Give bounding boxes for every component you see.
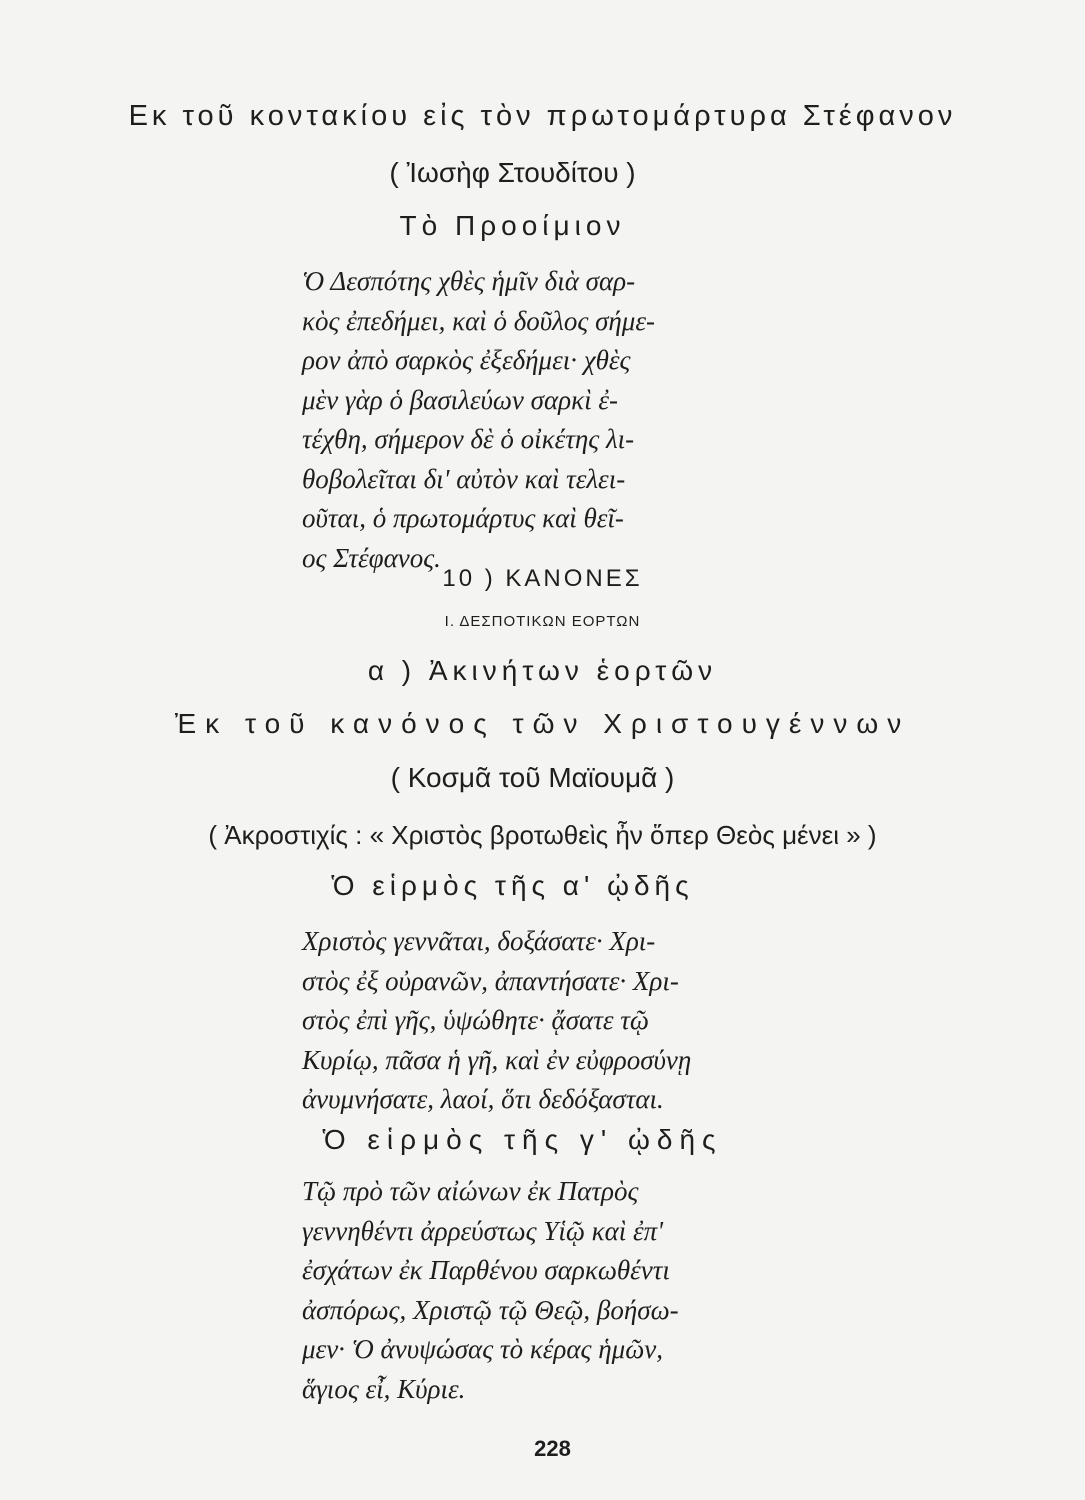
irmos-g-title: Ὁ εἱρμὸς τῆς γ' ᾠδῆς [322, 1124, 723, 1155]
prooimion-line: τέχθη, σήμερον δὲ ὁ οἰκέτης λι- [302, 424, 635, 454]
acrostic: ( Ἀκροστιχίς : « Χριστὸς βροτωθεὶς ἦν ὅπερ Θεὸς μένει » ) [208, 820, 877, 850]
subtitle-author: ( Ἰωσὴφ Στουδίτου ) [389, 157, 636, 188]
irmos-a-line: ἀνυμνήσατε, λαοί, ὅτι δεδόξασται. [302, 1084, 664, 1114]
prooimion-line: Ὁ Δεσπότης χθὲς ἡμῖν διὰ σαρ- [302, 266, 636, 296]
prooimion-text [302, 262, 655, 578]
irmos-a-line: στὸς ἐπὶ γῆς, ὑψώθητε· ᾄσατε τῷ [302, 1005, 649, 1035]
irmos-g-line: ἀσπόρως, Χριστῷ τῷ Θεῷ, βοήσω- [302, 1294, 679, 1325]
irmos-a-title: Ὁ εἱρμὸς τῆς α' ᾠδῆς [331, 870, 694, 901]
section-prooimion: Τὸ Προοίμιον [399, 210, 626, 241]
irmos-a-line: Χριστὸς γεννᾶται, δοξάσατε· Χρι- [302, 926, 656, 956]
canon-author: ( Κοσμᾶ τοῦ Μαϊουμᾶ ) [390, 762, 675, 793]
title: Εκ τοῦ κοντακίου εἰς τὸν πρωτομάρτυρα Στέφανον [128, 100, 957, 132]
canon-title: Ἐκ τοῦ κανόνος τῶν Χριστουγέννων [174, 708, 911, 739]
page-number: 228 [534, 1436, 571, 1461]
prooimion-line: ος Στέφανος. [302, 542, 441, 573]
prooimion-line: θοβολεῖται δι' αὐτὸν καὶ τελει- [302, 463, 626, 494]
prooimion-line: οῦται, ὁ πρωτομάρτυς καὶ θεῖ- [302, 503, 624, 533]
section-kanones: 10 ) ΚΑΝΟΝΕΣ [442, 565, 643, 592]
prooimion-line: κὸς ἐπεδήμει, καὶ ὁ δοῦλος σήμε- [302, 305, 655, 336]
irmos-a-text [302, 922, 691, 1120]
irmos-a-line: Κυρίῳ, πᾶσα ἡ γῆ, καὶ ἐν εὐφροσύνῃ [302, 1044, 692, 1075]
irmos-g-line: ἅγιος εἶ, Κύριε. [302, 1373, 466, 1404]
irmos-g-line: Τῷ πρὸ τῶν αἰώνων ἐκ Πατρὸς [302, 1176, 639, 1206]
prooimion-line: μὲν γὰρ ὁ βασιλεύων σαρκὶ ἐ- [302, 384, 618, 415]
irmos-g-line: γεννηθέντι ἀρρεύστως Υἱῷ καὶ ἐπ' [302, 1215, 663, 1246]
irmos-g-text [302, 1172, 679, 1409]
subsection-akiniton: α ) Ἀκινήτων ἑορτῶν [367, 655, 718, 686]
irmos-g-line: ἐσχάτων ἐκ Παρθένου σαρκωθέντι [302, 1255, 670, 1285]
irmos-g-line: μεν· Ὁ ἀνυψώσας τὸ κέρας ἡμῶν, [302, 1334, 664, 1364]
prooimion-line: ρον ἀπὸ σαρκὸς ἐξεδήμει· χθὲς [302, 345, 631, 375]
subsection-despotikon: Ι. ΔΕΣΠΟΤΙΚΩΝ ΕΟΡΤΩΝ [444, 613, 641, 630]
irmos-a-line: στὸς ἐξ οὐρανῶν, ἀπαντήσατε· Χρι- [302, 965, 679, 996]
